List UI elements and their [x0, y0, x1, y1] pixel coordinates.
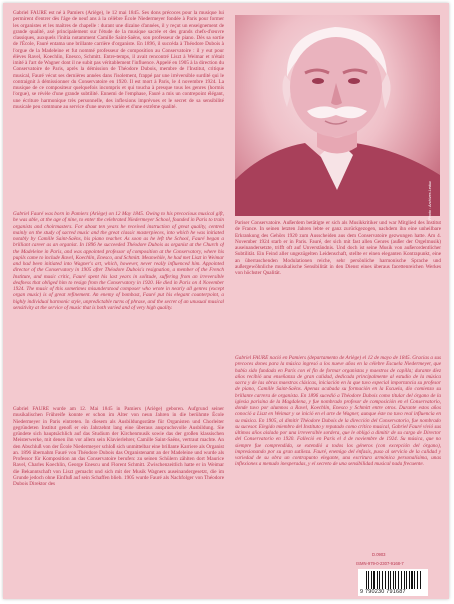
english-biography: Gabriel Fauré was born in Pamiers (Ariège) on 12 May 1845. Owing to his precocious musical gift, he was able, at the age of nine, to enter the celebrated Niedermeyer School, founded in Paris to train organists and choirmasters. For about ten years he received instruction of great quality, centred mainly on the study of sacred music and the great classic masterpieces, into which he was initiated notably by Camille Saint-Saëns, his piano teacher. As soon as he left the School, Fauré began a brilliant career as an organist. In 1896 he succeeded Théodore Dubois as organist at the Church of the Madeleine in Paris, and was appointed professor of composition at the Conservatory, where his pupils came to include Ravel, Koechlin, Enesco, and Schmitt. Meanwhile, he had met Liszt in Weimar and had been initiated into Wagner's art, which, however, never really influenced him. Appointed director of the Conservatory in 1905 after Théodore Dubois's resignation, a member of the French Institute, and music critic, Fauré spent his last years in solitude, suffering from an irreversible deafness that obliged him to resign from the Conservatory in 1920. He died in Paris on 4 November 1924. The music of this sometimes misunderstood composer who wrote in nearly all genres (except organ music) is of great refinement. An enemy of bombast, Fauré put his elegant counterpoint, a highly individual harmonic style, unpredictable turns of phrase, and the secret of an unusual musical sensitivity at the service of music that is both varied and of very high quality.	[13, 211, 224, 311]
composer-portrait-photo	[235, 15, 440, 216]
barcode-bar	[373, 571, 374, 589]
barcode-digits: 9 790230 791687	[360, 589, 406, 595]
portrait-drawing	[235, 15, 440, 216]
barcode-bar	[421, 571, 422, 589]
barcode-bar	[414, 571, 415, 589]
product-code: D.0903	[372, 552, 386, 557]
barcode	[358, 569, 428, 596]
ismn-number: ISMN-979-0-2307-9168-7	[356, 561, 404, 566]
photo-credit: Photo : Archives Leduc	[428, 181, 432, 220]
barcode-bar	[398, 571, 399, 589]
barcode-bars	[366, 571, 422, 589]
back-cover-page	[3, 3, 449, 599]
french-biography: Gabriel FAURÉ est né à Pamiers (Ariège), le 12 mai 1845. Ses dons précoces pour la musique lui permirent d'entrer dès l'âge de neuf ans à la célèbre École Niedermeyer fondée à Paris pour former les organistes et les maîtres de chapelle : durant une dizaine d'années, il y reçut un enseignement de grande qualité, axé principalement sur l'étude de la musique sacrée et des grands chefs-d'œuvre classiques, auxquels l'initia notamment Camille Saint-Saëns, son professeur de piano. Dès sa sortie de l'École, Fauré entama une brillante carrière d'organiste. En 1896, il succéda à Théodore Dubois à l'orgue de la Madeleine et fut nommé professeur de composition au Conservatoire : il y eut pour élèves Ravel, Koechlin, Enesco, Schmitt. Entre-temps, il avait rencontré Liszt à Weimar et n'était imité à l'art de Wagner dont il ne subit pas véritablement l'influence. Appelé en 1905 à la direction du Conservatoire de Paris, après la démission de Théodore Dubois, membre de l'Institut, critique musical, Fauré vécut ses dernières années dans l'isolement, frappé par une irréversible surdité qui le contraignit à démissionner du Conservatoire en 1920. Il est mort à Paris, le 4 novembre 1924. La musique de ce compositeur quelquefois incompris et qui toucha à presque tous les genres (hormis l'orgue), se révèle d'une grande subtilité. Ennemi de l'emphase, Fauré a mis un contrepoint élégant, une écriture harmonique très personnelle, des inflexions imprévues et le secret de sa sensibilité musicale peu commune au service d'une œuvre variée et d'une extrême qualité.	[13, 10, 224, 110]
german-biography-continued: Pariser Conservatoire. Außerdem betätigte er sich als Musikkritiker und war Mitglied des Institut de France. In seinen letzten Jahren lebte er ganz zurückgezogen, nachdem ihn eine unheilbare Erkrankung des Gehörs 1920 zum Ausscheiden aus dem Conservatoire gezwungen hatte. Am 4. November 1924 starb er in Paris. Fauré, der sich mit fast allen Genres (außer der Orgelmusik) auseinandersetzte, trifft oft auf Unverständnis. Und doch ist seine Musik von außerordentlicher Subtilität. Ein Feind aller ungezügelten Leidenschaft, stellte er einen eleganten Kontrapunkt, eine an überraschenden Modulationen reiche, sehr persönliche harmonische Sprache und außergewöhnliche musikalische Sensibilität in den Dienst eines überaus facettenreichen Werkes von höchster Qualität.	[235, 220, 441, 276]
barcode-bar	[378, 571, 379, 589]
german-biography: Gabriel FAURÉ wurde am 12. Mai 1845 in Pamiers (Ariège) geboren. Aufgrund seiner musikalischen Frühreife konnte er schon im Alter von neun Jahren in die berühmte École Niedermeyer in Paris eintreten. In diesem als Ausbildungsstätte für Organisten und Chorleiter gegründeten Institut genoß er ein Jahrzehnt lang eine überaus anspruchsvolle Ausbildung. Sie gründete sich hauptsächlich auf das Studium der Kirchenmusik sowie das der großen klassischen Meisterwerke, mit denen ihn vor allem sein Klavierlehrer, Camille Saint-Saëns, vertraut machte. An den Abschluß von der École Niedermeyer schloß sich unmittelbar eine brillante Karriere als Organist an. 1896 übernahm Fauré von Théodore Dubois das Organistenamt an der Madeleine und wurde als Professor für Komposition an das Conservatoire berufen: zu seinen Schülern zählten dort Maurice Ravel, Charles Koechlin, George Enescu und Florent Schmitt. Zwischenzeitlich hatte er in Weimar die Bekanntschaft von Liszt gemacht und sich mit der Musik Wagners auseinandergesetzt, die im Grunde jedoch ohne Einfluß auf sein Schaffen blieb. 1905 wurde Fauré als Nachfolger von Théodore Dubois Direktor des	[13, 406, 224, 487]
spanish-biography: Gabriel FAURÉ nació en Pamiers (departamento de Ariège) el 12 de mayo de 1845. Gracias a sus precoces dones para la música ingresó a los nueve años en la célebre Escuela Niedermeyer, que había sido fundada en París con el fin de formar organistas y maestros de capilla; durante diez años recibió una enseñanza de gran calidad, dedicada principalmente al estudio de la música sacra y de las obras maestras clásicas, iniciación en la que tuvo especial importancia su profesor de piano, Camille Saint-Saëns. Apenas acabada su formación en la Escuela, dio comienzo su brillante carrera de organista. En 1896 sucedió a Théodore Dubois como titular del órgano de la iglesia parisina de la Magdalena, y fue nombrado profesor de composición en el Conservatorio, donde tuvo por alumnos a Ravel, Koechlin, Enesco y Schmitt entre otros. Durante estos años conoció a Liszt en Weimar y se inició en el arte de Wagner, aunque éste no tuvo real influencia en su música. En 1905, al dimitir Théodore Dubois de la dirección del Conservatorio, fue nombrado su sucesor. Elegido miembro del Instituto y reputado como crítico musical, Gabriel Fauré vivió sus últimos años aislado por una irreversible sordera, que le obligó a dimitir de su cargo de Director del Conservatorio en 1920. Falleció en París el 4 de noviembre de 1924. Su música, que no siempre fue comprendida, se extendió a todos los géneros (con excepción del órgano), impresionando por su gran sutileza. Fauré, enemigo del énfasis, puso al servicio de la calidad y variedad de su obra un contrapunto elegante, una escritura armónica personalísima, unas inflexiones a menudo inesperadas, y el secreto de una sensibilidad musical nada frecuente.	[235, 355, 441, 468]
barcode-bar	[369, 571, 370, 589]
barcode-bar	[386, 571, 387, 589]
